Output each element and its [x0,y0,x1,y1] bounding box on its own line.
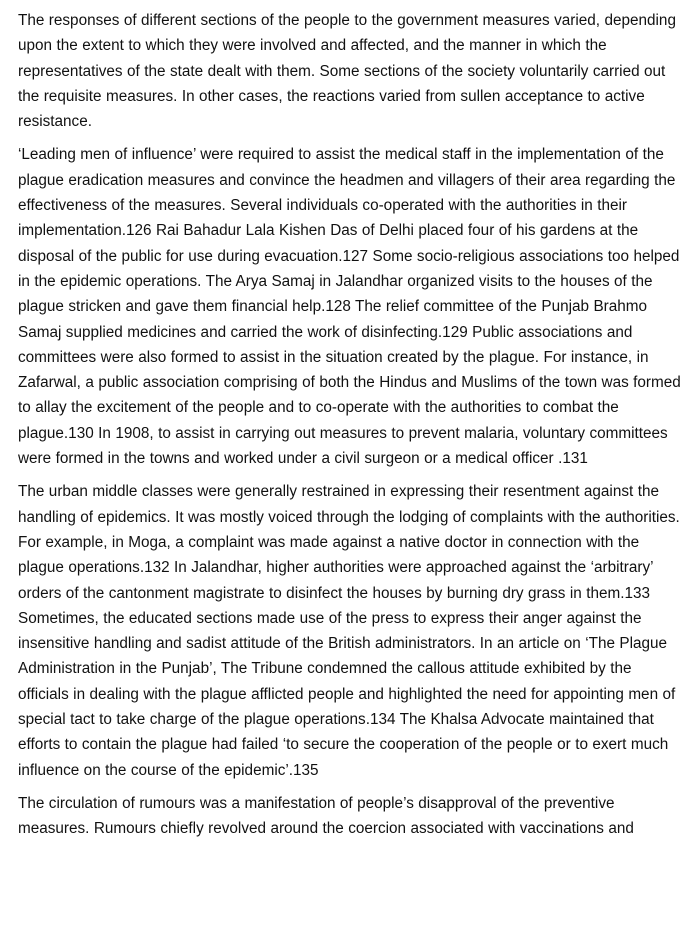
paragraph-leading-men: ‘Leading men of influence’ were required to assist the medical staff in the implementation of the plague eradication measures and convince the headmen and villagers of their area regarding the effectiveness of the measures. Several individuals co-operated with the authorities in their implementation.126 Rai Bahadur Lala Kishen Das of Delhi placed four of his gardens at the disposal of the public for use during evacuation.127 Some socio-religious associations too helped in the epidemic operations. The Arya Samaj in Jalandhar organized visits to the houses of the plague stricken and gave them financial help.128 The relief committee of the Punjab Brahmo Samaj supplied medicines and carried the work of disinfecting.129 Public associations and committees were also formed to assist in the situation created by the plague. For instance, in Zafarwal, a public association comprising of both the Hindus and Muslims of the town was formed to allay the excitement of the people and to co-operate with the authorities to combat the plague.130 In 1908, to assist in carrying out measures to prevent malaria, voluntary committees were formed in the towns and worked under a civil surgeon or a medical officer .131 [18,146,681,468]
paragraph-rumours: The circulation of rumours was a manifestation of people’s disapproval of the preventive measures. Rumours chiefly revolved around the coercion associated with vaccinations and [18,794,634,838]
paragraph-urban-middle-classes: The urban middle classes were generally restrained in expressing their resentment against the handling of epidemics. It was mostly voiced through the lodging of complaints with the authorities. For example, in Moga, a complaint was made against a native doctor in connection with the plague operations.132 In Jalandhar, higher authorities were approached against the ‘arbitrary’ orders of the cantonment magistrate to disinfect the houses by burning dry grass in them.133 Sometimes, the educated sections made use of the press to express their anger against the insensitive handling and sadist attitude of the British administrators. In an article on ‘The Plague Administration in the Punjab’, The Tribune condemned the callous attitude exhibited by the officials in dealing with the plague afflicted people and highlighted the need for appointing men of special tact to take charge of the plague operations.134 The Khalsa Advocate maintained that efforts to contain the plague had failed ‘to secure the cooperation of the people or to exert much influence on the course of the epidemic’.135 [18,483,680,779]
paragraph-responses: The responses of different sections of the people to the government measures varied, depending upon the extent to which they were involved and affected, and the manner in which the representatives of the state dealt with them. Some sections of the society voluntarily carried out the requisite measures. In other cases, the reactions varied from sullen acceptance to active resistance. [18,12,676,131]
